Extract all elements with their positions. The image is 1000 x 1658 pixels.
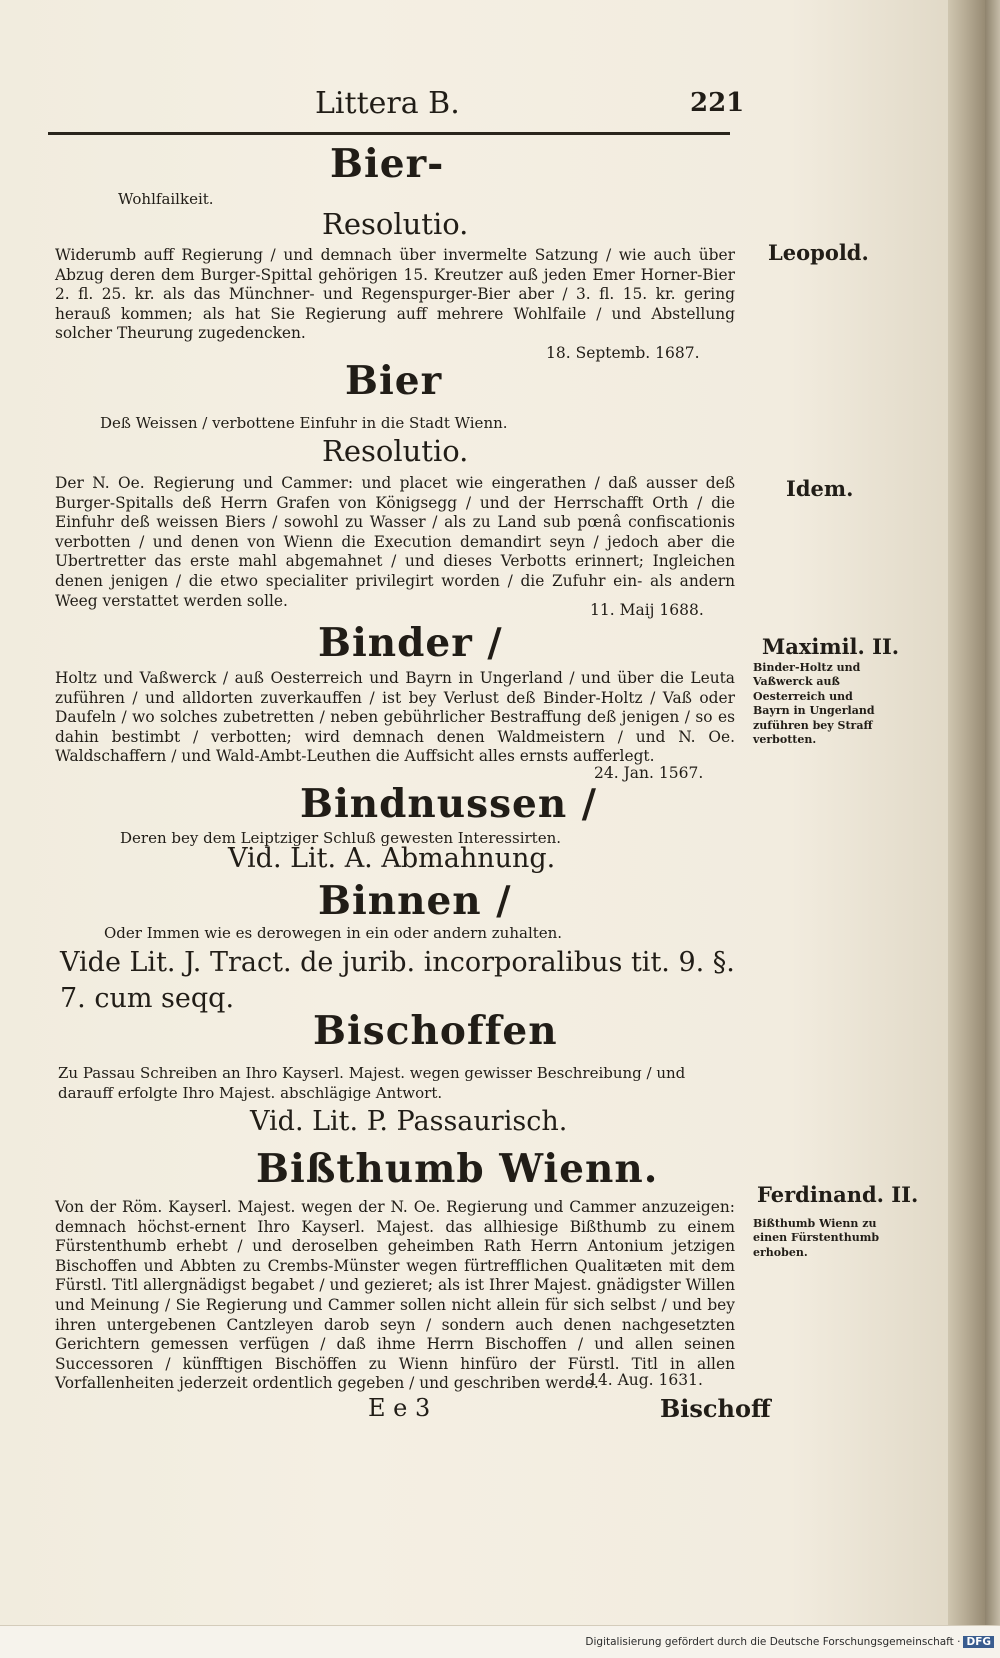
page-edge	[985, 0, 1000, 1625]
entry-date: 11. Maij 1688.	[590, 601, 704, 619]
entry-date: 24. Jan. 1567.	[594, 764, 704, 782]
entry-heading: Bißthumb Wienn.	[256, 1146, 659, 1192]
dfg-logo: DFG	[963, 1636, 994, 1648]
entry-subtitle: Oder Immen wie es derowegen in ein oder andern zuhalten.	[104, 924, 563, 942]
book-spine	[948, 0, 985, 1625]
entry-subtitle: Deß Weissen / verbottene Einfuhr in die Stadt Wienn.	[100, 414, 508, 432]
entry-heading: Bier	[345, 358, 443, 404]
resolutio-label: Resolutio.	[322, 207, 469, 241]
entry-subtitle: Deren bey dem Leiptziger Schluß gewesten Interessirten.	[120, 829, 561, 847]
entry-date: 14. Aug. 1631.	[588, 1371, 703, 1389]
digitization-credit	[585, 1636, 994, 1648]
page-number: 221	[690, 88, 745, 118]
signature-mark: E e 3	[368, 1394, 431, 1422]
cross-reference: Vid. Lit. P. Passaurisch.	[250, 1106, 568, 1137]
margin-ruler: Ferdinand. II.	[757, 1182, 919, 1207]
entry-text: Holtz und Vaßwerck / auß Oesterreich und Bayrn in Ungerland / und über die Leuta zuführen / und alldorten zuverkauffen / ist bey Verlust deß Binder-Holtz / Vaß oder Daufeln / wo solches zubetretten / neben gebührlicher Bestraffung deß jenigen / so es dahin bestimbt / verbotten; wird demnach denen Waldmeistern / und N. Oe. Waldschaffern / und Wald-Ambt-Leuthen die Auffsicht alles ernsts aufferlegt.	[55, 669, 735, 766]
margin-note: Bißthumb Wienn zu einen Fürstenthumb erhoben.	[753, 1217, 880, 1259]
margin-ruler: Leopold.	[768, 240, 869, 265]
entry-heading: Bischoffen	[313, 1008, 558, 1054]
margin-ruler: Maximil. II.	[762, 634, 900, 659]
entry-heading: Bindnussen /	[300, 781, 598, 827]
header-rule	[48, 132, 730, 135]
resolutio-label: Resolutio.	[322, 434, 469, 468]
cross-reference: Vid. Lit. A. Abmahnung.	[228, 843, 556, 874]
entry-text: Widerumb auff Regierung / und demnach über invermelte Satzung / wie auch über Abzug deren dem Burger-Spittal gehörigen 15. Kreutzer auß jeden Emer Horner-Bier 2. fl. 25. kr. als das Münchner- und Regenspurger-Bier aber / 3. fl. 15. kr. gering herauß kommen; als hat Sie Regierung auff mehrere Wohlfaile / und Abstellung solcher Theurung zugedencken.	[55, 246, 735, 343]
running-title: Littera B.	[315, 86, 460, 121]
margin-ruler: Idem.	[786, 476, 854, 501]
margin-note: Binder-Holtz und Vaßwerck auß Oesterreich und Bayrn in Ungerland zuführen bey Straff verbotten.	[753, 661, 875, 747]
entry-subtitle: Wohlfailkeit.	[118, 190, 214, 208]
entry-text: Von der Röm. Kayserl. Majest. wegen der N. Oe. Regierung und Cammer anzuzeigen: demnach höchst-ernent Ihro Kayserl. Majest. das allhiesige Bißthumb zu einem Fürstenthumb erhebt / und deroselben geheimben Rath Herrn Antonium jetzigen Bischoffen und Abbten zu Crembs-Münster wegen fürtrefflichen Qualitæten mit dem Fürstl. Titl allergnädigst begabet / und gezieret; als ist Ihrer Majest. gnädigster Willen und Meinung / Sie Regierung und Cammer sollen nicht allein für sich selbst / und bey ihren untergebenen Cantzleyen darob seyn / sondern auch denen nachgesetzten Gerichtern gemessen verfügen / daß ihme Herrn Bischoffen / und allen seinen Successoren / künfftigen Bischöffen zu Wienn hinfüro der Fürstl. Titl in allen Vorfallenheiten jederzeit ordentlich gegeben / und geschriben werde.	[55, 1198, 735, 1393]
entry-heading: Bier-	[330, 141, 445, 187]
cross-reference: Vide Lit. J. Tract. de jurib. incorporalibus tit. 9. §. 7. cum seqq.	[60, 947, 735, 1014]
entry-text: Der N. Oe. Regierung und Cammer: und placet wie eingerathen / daß ausser deß Burger-Spitalls deß Herrn Grafen von Königsegg / und der Herrschafft Orth / die Einfuhr deß weissen Biers / sowohl zu Wasser / als zu Land sub pœnâ confiscationis verbotten / und denen von Wienn die Execution demandirt seyn / jedoch aber die Ubertretter das erste mahl abgemahnet / und dieses Verbotts erinnert; Ingleichen denen jenigen / die etwo specialiter privilegirt worden / die Zufuhr ein- als andern Weeg verstattet werden solle.	[55, 474, 735, 610]
digitization-bar	[0, 1625, 1000, 1658]
entry-heading: Binnen /	[318, 878, 512, 924]
catchword: Bischoff	[660, 1394, 771, 1423]
entry-subtitle: Zu Passau Schreiben an Ihro Kayserl. Majest. wegen gewisser Beschreibung / und darauff erfolgte Ihro Majest. abschlägige Antwort.	[58, 1064, 686, 1102]
entry-date: 18. Septemb. 1687.	[546, 344, 700, 362]
entry-heading: Binder /	[318, 620, 503, 666]
credit-text: Digitalisierung gefördert durch die Deutsche Forschungsgemeinschaft ·	[585, 1636, 961, 1648]
